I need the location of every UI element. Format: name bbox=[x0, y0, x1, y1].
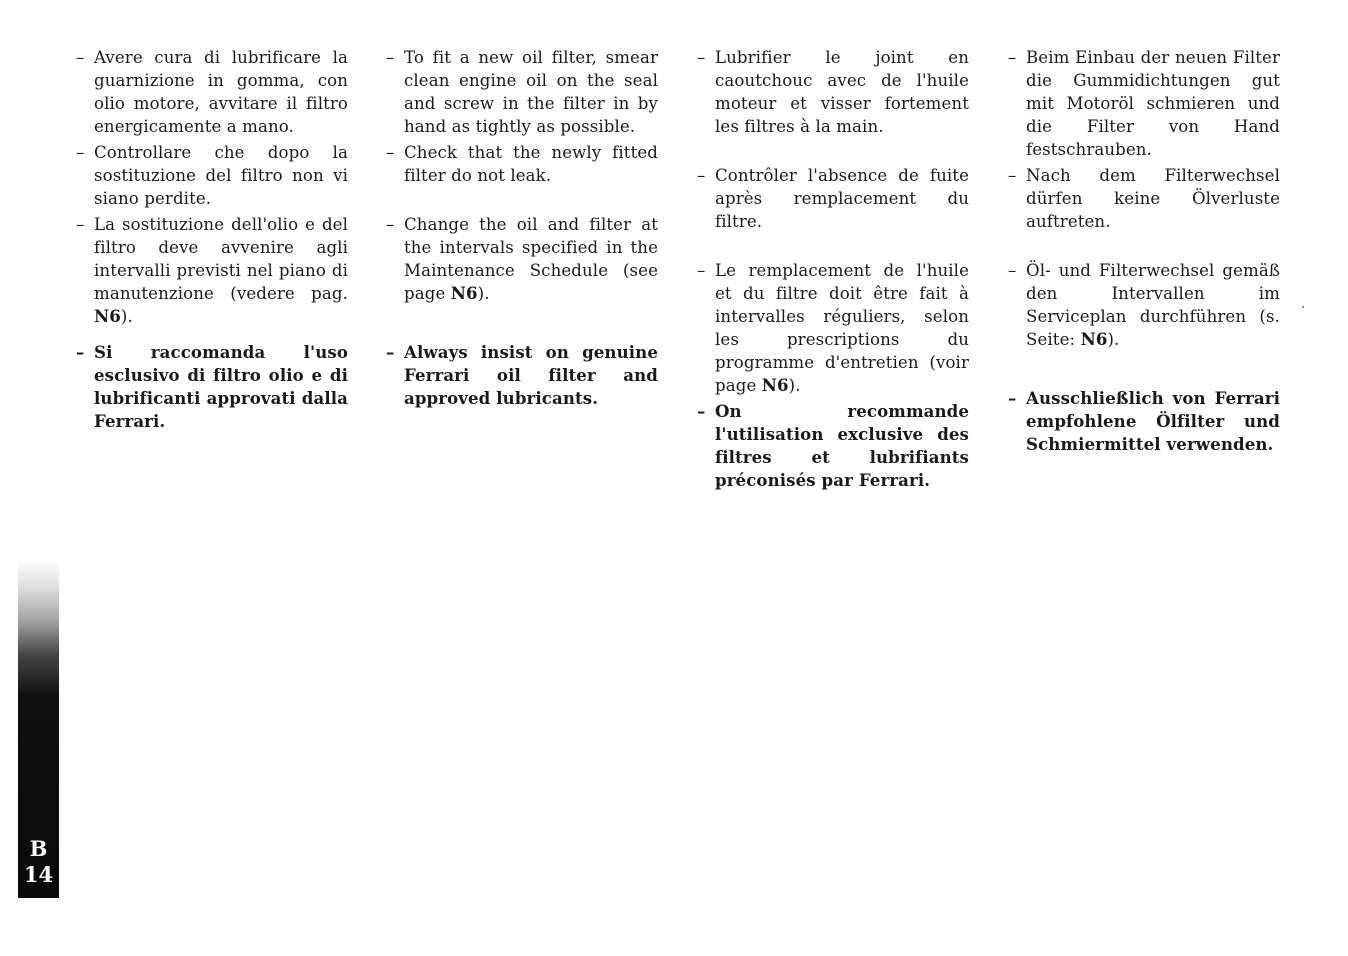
list-item: – Le remplacement de l'huile et du filtre doit être fait à intervalles réguliers, selon les prescriptions du programme d'entretien (voir page N6). bbox=[697, 261, 969, 395]
warning-note: – On recommande l'utilisation exclusive des filtres et lubrifiants préconisés par Ferrari. bbox=[697, 401, 969, 490]
list-item: – To fit a new oil filter, smear clean engine oil on the seal and screw in the filter in by hand as tightly as possible. bbox=[386, 48, 658, 136]
section-letter: B bbox=[29, 836, 48, 861]
warning-note: – Always insist on genuine Ferrari oil filter and approved lubricants. bbox=[386, 342, 658, 408]
italian-column bbox=[76, 44, 348, 433]
list-item: – Beim Einbau der neuen Filter die Gummidichtungen gut mit Motoröl schmieren und die Filter von Hand festschrauben. bbox=[1008, 48, 1280, 159]
list-item: – Contrôler l'absence de fuite après remplacement du filtre. bbox=[697, 166, 969, 231]
page-reference: N6 bbox=[94, 306, 121, 326]
warning-note: – Si raccomanda l'uso esclusivo di filtro olio e di lubrificanti approvati dalla Ferrari. bbox=[76, 342, 348, 431]
print-speck bbox=[1302, 306, 1304, 308]
warning-note: – Ausschließlich von Ferrari empfohlene Ölfilter und Schmiermittel verwenden. bbox=[1008, 388, 1280, 454]
page-reference: N6 bbox=[450, 283, 478, 303]
list-item: – Öl- und Filterwechsel gemäß den Intervallen im Serviceplan durchführen (s. Seite: N6). bbox=[1008, 261, 1280, 349]
page-number: 14 bbox=[23, 862, 54, 887]
page-reference: N6 bbox=[761, 375, 789, 395]
list-item: – Change the oil and filter at the intervals specified in the Maintenance Schedule (see page N6). bbox=[386, 215, 658, 303]
french-column bbox=[697, 44, 969, 492]
english-column bbox=[386, 44, 658, 410]
list-item: – Check that the newly fitted filter do not leak. bbox=[386, 143, 658, 185]
section-page-code bbox=[18, 836, 59, 888]
section-tab bbox=[18, 560, 59, 898]
list-item: – Controllare che dopo la sostituzione del filtro non vi siano perdite. bbox=[76, 143, 348, 208]
list-item: – Nach dem Filterwechsel dürfen keine Ölverluste auftreten. bbox=[1008, 166, 1280, 231]
page-reference: N6 bbox=[1080, 329, 1108, 349]
list-item: – Avere cura di lubrificare la guarnizione in gomma, con olio motore, avvitare il filtro energicamente a mano. bbox=[76, 48, 348, 136]
german-column bbox=[1008, 44, 1280, 456]
list-item: – La sostituzione dell'olio e del filtro deve avvenire agli intervalli previsti nel piano di manutenzione (vedere pag. N6). bbox=[76, 215, 348, 326]
list-item: – Lubrifier le joint en caoutchouc avec de l'huile moteur et visser fortement les filtres à la main. bbox=[697, 48, 969, 136]
